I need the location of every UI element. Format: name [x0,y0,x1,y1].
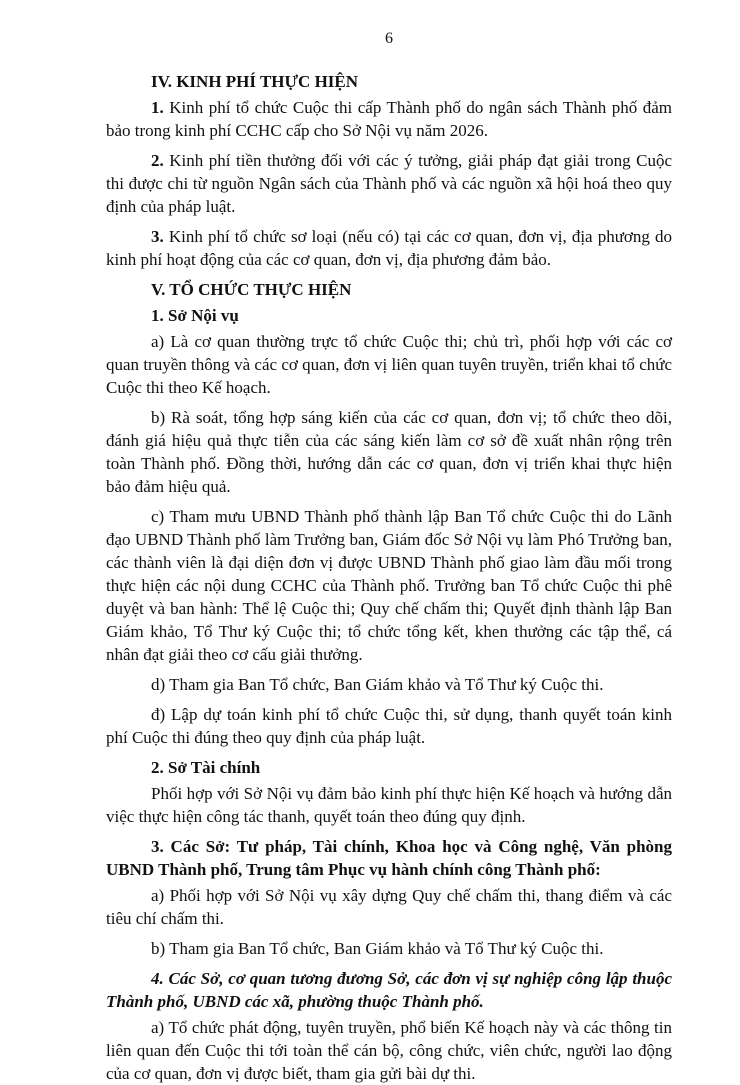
paragraph-3a: a) Phối hợp với Sở Nội vụ xây dựng Quy chế chấm thi, thang điểm và các tiêu chí chấm thi. [106,886,672,928]
paragraph-1d: d) Tham gia Ban Tổ chức, Ban Giám khảo và Tổ Thư ký Cuộc thi. [151,675,604,694]
item-text: Kinh phí tổ chức sơ loại (nếu có) tại các cơ quan, đơn vị, địa phương do kinh phí hoạt động của các cơ quan, đơn vị, địa phương đảm bảo. [106,227,672,269]
paragraph-2: Phối hợp với Sở Nội vụ đảm bảo kinh phí thực hiện Kế hoạch và hướng dẫn việc thực hiện công tác thanh, quyết toán theo đúng quy định. [106,784,672,826]
paragraph-4a: a) Tổ chức phát động, tuyên truyền, phổ biến Kế hoạch này và các thông tin liên quan đến Cuộc thi tới toàn thể cán bộ, công chức, viên chức, người lao động của cơ quan, đơn vị được biết, tham gia gửi bài dự thi. [106,1018,672,1083]
section-4-item-2 [106,149,672,218]
section-4-item-1 [106,96,672,142]
page-number: 6 [385,30,393,47]
paragraph-1c: c) Tham mưu UBND Thành phố thành lập Ban Tổ chức Cuộc thi do Lãnh đạo UBND Thành phố làm Trưởng ban, Giám đốc Sở Nội vụ làm Phó Trưởng ban, các thành viên là đại diện đơn vị được UBND Thành phố giao làm đầu mối trong thực hiện các nội dung CCHC của Thành phố. Trưởng ban Tổ chức Cuộc thi phê duyệt và ban hành: Thể lệ Cuộc thi; Quy chế chấm thi; Quyết định thành lập Ban Giám khảo, Tổ Thư ký Cuộc thi; tổ chức tổng kết, khen thưởng các tập thể, cá nhân đạt giải theo cơ cấu giải thưởng. [106,507,672,664]
subsection-2-title: 2. Sở Tài chính [151,758,261,777]
subsection-1-title: 1. Sở Nội vụ [151,306,239,325]
item-number: 2. [151,151,164,170]
section-5-heading: V. TỔ CHỨC THỰC HIỆN [151,280,352,299]
subsection-4-title: 4. Các Sở, cơ quan tương đương Sở, các đơn vị sự nghiệp công lập thuộc Thành phố, UBND các xã, phường thuộc Thành phố. [106,969,672,1011]
paragraph-1dd: đ) Lập dự toán kinh phí tổ chức Cuộc thi, sử dụng, thanh quyết toán kinh phí Cuộc thi đúng theo quy định của pháp luật. [106,705,672,747]
paragraph-1a: a) Là cơ quan thường trực tổ chức Cuộc thi; chủ trì, phối hợp với các cơ quan truyền thông và các cơ quan, đơn vị liên quan tuyên truyền, triển khai tổ chức Cuộc thi theo Kế hoạch. [106,332,672,397]
section-4-heading: IV. KINH PHÍ THỰC HIỆN [151,72,359,91]
paragraph-3b: b) Tham gia Ban Tổ chức, Ban Giám khảo và Tổ Thư ký Cuộc thi. [151,939,604,958]
paragraph-1b: b) Rà soát, tổng hợp sáng kiến của các cơ quan, đơn vị; tổ chức theo dõi, đánh giá hiệu quả thực tiễn của các sáng kiến làm cơ sở đề xuất nhân rộng trên toàn Thành phố. Đồng thời, hướng dẫn các cơ quan, đơn vị triển khai thực hiện bảo đảm hiệu quả. [106,408,672,496]
item-number: 1. [151,98,164,117]
subsection-3-title: 3. Các Sở: Tư pháp, Tài chính, Khoa học và Công nghệ, Văn phòng UBND Thành phố, Trung tâm Phục vụ hành chính công Thành phố: [106,837,672,879]
item-text: Kinh phí tiền thưởng đối với các ý tưởng, giải pháp đạt giải trong Cuộc thi được chi từ nguồn Ngân sách của Thành phố và các nguồn xã hội hoá theo quy định của pháp luật. [106,151,672,216]
item-text: Kinh phí tổ chức Cuộc thi cấp Thành phố do ngân sách Thành phố đảm bảo trong kinh phí CCHC cấp cho Sở Nội vụ năm 2026. [106,98,672,140]
item-number: 3. [151,227,164,246]
section-4-item-3 [106,225,672,271]
